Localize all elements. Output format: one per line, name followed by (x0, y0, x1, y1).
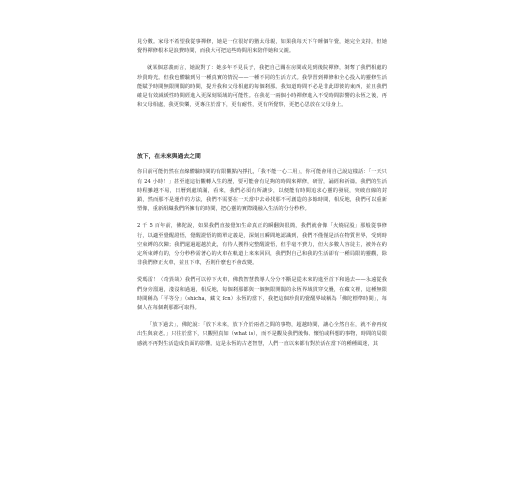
paragraph-1: 見分數。家母不希望我從事禪修，她是一位很好的猶太母親，如果我每天下午睡個午覺，她完全支持，但她覺得禪修根本是浪費時間，而我大可把這些時間用來陪伴她和父親。 (137, 39, 387, 55)
text-column (137, 38, 387, 357)
section-gap (137, 118, 387, 140)
section-heading: 放下，在未來與過去之間 (137, 154, 201, 161)
paragraph-2: 就某個意義而言，她說對了：她多年不見長子，我把自己關在房間或晃到後院禪修，剝奪了我們相處的珍貴時光。但我也體驗到另一種真實的情況——一種不同的生活方式。我學習到禪修和全心投入的靈修生活能賦予時間無限開闊的時間，提升我和父母相處的每個剎那。我知道時間不必是非此即彼的東西，並且我們確是有效減緩性時間經進入更深刻領域的可能性。在我花一兩個小時禪修進入不受時間影響的永恆之後，再和父母相處，我更快樂，更專注於當下，更有耐性，更有所覺察，更把心思放在父母身上。 (137, 65, 387, 109)
paragraph-5: 愛瑪雷！（奇異哉）我們可以停下火車，佛教智慧教導人分分不斷是從未來的進至首下和過去——永遠從我們身旁溜過，淺沒和過過，相反地，每個剎那都與一個無限開闊的永恆界域貫穿交疊，在藏文裡，這種無限時間稱為「平等分」（shicha，藏文 ſcn）永恆的當下，我把這個珍貴的覺醒界域稱為「佛陀標準時間」，每個人在每個剎那都可取得。 (137, 277, 387, 312)
paragraph-4: 2 千 5 百年前，佛陀說，如果我們直接覺知生命真正的瞬翻與很簡，我們就會像「火燒屁股」那般從事修行，以適至覺醒證悟，覺醒證悟的簡單定義是，深刻且瞬間地認識到，我們不僅僅是活在物質世界，受到時空束縛的次陳；我們還過超越於此，有待人獲得完整醒證悟，但乎毫不費力，但大多數人容徒主，被外在約定所束縛有的，分分秒秒需著心的火車在軌道上來來回回，我們對自己和我的生活卻有一種局限的靈觀，除非我們修正火車，並且下車，否則什麼也不會改變。 (137, 223, 387, 267)
paragraph-6: 「放下過去」，佛陀說：「放下未來，放下介於兩者之間的事物，超越時間，讓心全然自在，就不會再度出生與衰老。」只往於當下，只觀照真如（what is），而不是觀及我們後悔、懷怕或科想的事物，時間的局限感就不再對生活造成負面的影響。這是永恆的古老智慧，人們一直以來都有對於活在當下的種種風迷，其 (137, 322, 387, 347)
paragraph-3: 你目前可能仍然在直線體驗時間的有限觀點內掙扎，「我不能一心二用」，你可能會用自己說這樣話：「一天只有 24 小時！」甚至連這衍觀轉入生的歷，要可能會有足夠的時間來禪修，研習，誦經和祈禱。我們的生活時程雖越不易，日曆到處填滿，看來，我們必須有所讓步，以便能有時間追求心靈的發展，突破直線的封鎖，然而那不是運作的方法，我們不需要在一天當中去尋找那不可創造的多餘時間，相反地，我們可以重新塑像，重新組織我們所擁有的時間，把心靈的實際踐融入生活的分分秒秒。 (137, 169, 387, 213)
